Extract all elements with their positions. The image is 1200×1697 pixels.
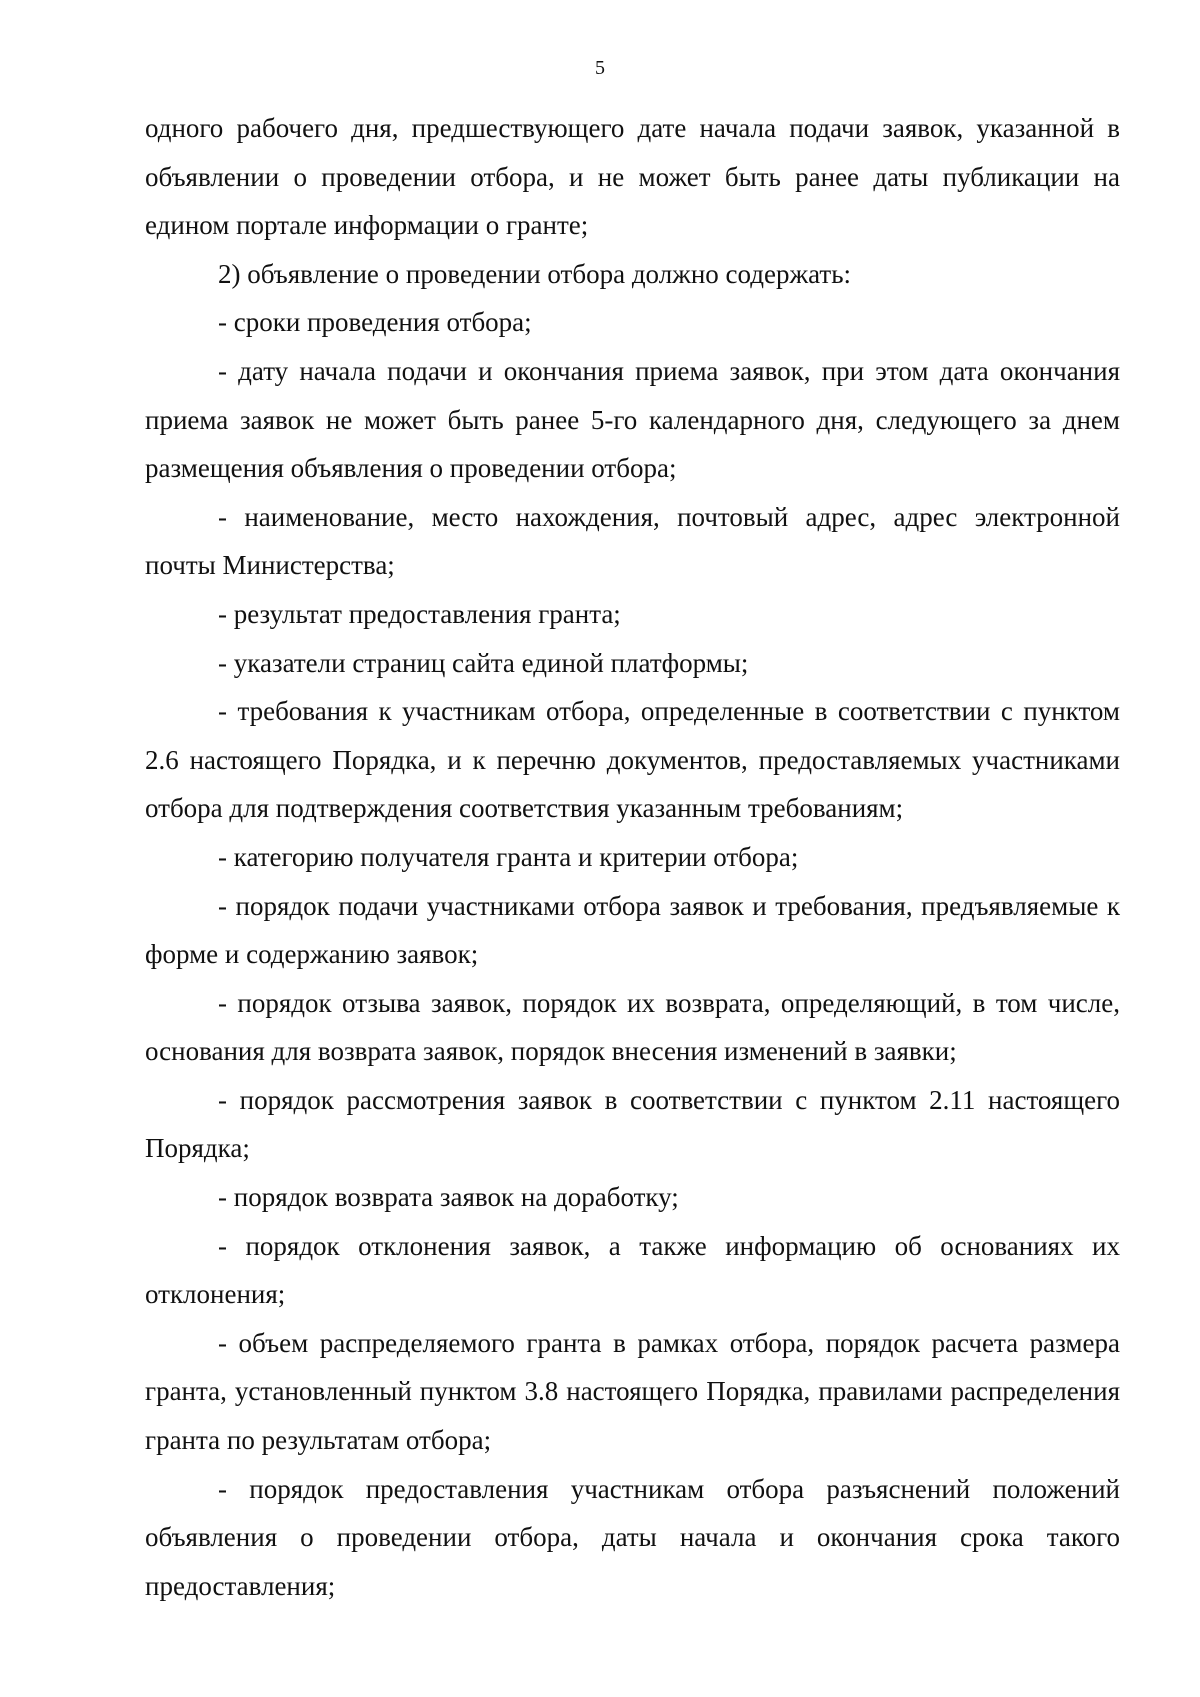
paragraph: - дату начала подачи и окончания приема заявок, при этом дата окончания приема заявок не может быть ранее 5-го календарного дня, следующего за днем размещения объявления о проведении отбора; (145, 355, 1120, 484)
page-number: 5 (595, 57, 605, 79)
paragraph: - результат предоставления гранта; (218, 598, 621, 629)
paragraph: - порядок отзыва заявок, порядок их возврата, определяющий, в том числе, основания для возврата заявок, порядок внесения изменений в заявки; (145, 987, 1120, 1067)
paragraph: - указатели страниц сайта единой платформы; (218, 647, 749, 678)
paragraph: - порядок рассмотрения заявок в соответствии с пунктом 2.11 настоящего Порядка; (145, 1084, 1120, 1164)
document-body (145, 104, 1120, 1610)
paragraph: - сроки проведения отбора; (218, 307, 532, 338)
paragraph: - порядок отклонения заявок, а также информацию об основаниях их отклонения; (145, 1230, 1120, 1310)
paragraph: - требования к участникам отбора, определенные в соответствии с пунктом 2.6 настоящего Порядка, и к перечню документов, предоставляемых участниками отбора для подтверждения соответствия указанным требованиям; (145, 696, 1120, 824)
paragraph: - порядок предоставления участникам отбора разъяснений положений объявления о проведении отбора, даты начала и окончания срока такого предоставления; (145, 1473, 1120, 1601)
paragraph: - объем распределяемого гранта в рамках отбора, порядок расчета размера гранта, установленный пунктом 3.8 настоящего Порядка, правилами распределения гранта по результатам отбора; (145, 1327, 1120, 1456)
paragraph: - порядок подачи участниками отбора заявок и требования, предъявляемые к форме и содержанию заявок; (145, 890, 1120, 970)
paragraph: одного рабочего дня, предшествующего дате начала подачи заявок, указанной в объявлении о проведении отбора, и не может быть ранее даты публикации на едином портале информации о гранте; (145, 113, 1120, 241)
paragraph: - порядок возврата заявок на доработку; (218, 1182, 679, 1213)
paragraph: - категорию получателя гранта и критерии отбора; (218, 841, 799, 872)
paragraph: 2) объявление о проведении отбора должно содержать: (218, 258, 852, 289)
paragraph: - наименование, место нахождения, почтовый адрес, адрес электронной почты Министерства; (145, 501, 1120, 581)
